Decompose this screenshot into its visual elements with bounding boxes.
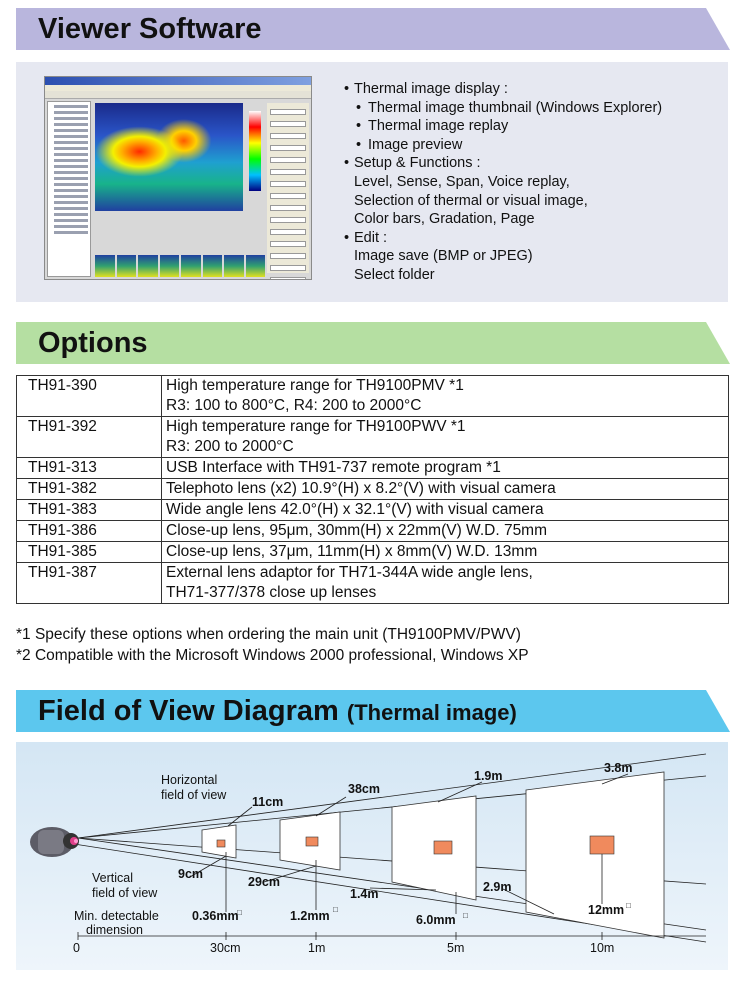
note-2: *2 Compatible with the Microsoft Windows 2000 professional, Windows XP: [16, 647, 529, 664]
horizontal-size-5m: 1.9m: [474, 769, 503, 783]
options-notes: [16, 624, 529, 666]
option-code: TH91-383: [17, 500, 162, 521]
thermal-camera-icon: [30, 827, 79, 857]
feature-heading: • Setup & Functions :: [344, 154, 662, 173]
min-dimension-label: dimension: [86, 923, 143, 937]
vertical-size-5m: 1.4m: [350, 887, 379, 901]
target-marker: [434, 841, 452, 854]
vertical-fov-label: Vertical: [92, 871, 133, 885]
target-marker: [217, 840, 225, 847]
fov-section-title: Field of View Diagram (Thermal image): [38, 695, 517, 727]
options-section-title: Options: [38, 327, 148, 359]
vertical-size-1m: 29cm: [248, 875, 280, 889]
option-code: TH91-392: [17, 417, 162, 458]
option-code: TH91-390: [17, 376, 162, 417]
option-description: Telephoto lens (x2) 10.9°(H) x 8.2°(V) with visual camera: [162, 479, 729, 500]
distance-5m: 5m: [447, 941, 465, 955]
min-dimension-5m: 6.0mm: [416, 913, 456, 927]
distance-30cm: 30cm: [210, 941, 241, 955]
table-row: [17, 458, 729, 479]
min-dimension-10m: 12mm: [588, 903, 625, 917]
fov-diagram-drawing: [16, 742, 728, 970]
vertical-fov-label: field of view: [92, 886, 158, 900]
table-row: [17, 479, 729, 500]
options-section-banner: [16, 322, 730, 364]
feature-item: • Thermal image replay: [344, 117, 662, 136]
viewer-panel: [16, 62, 728, 302]
option-description: Close-up lens, 37μm, 11mm(H) x 8mm(V) W.D. 13mm: [162, 542, 729, 563]
table-row: [17, 563, 729, 604]
feature-item: Color bars, Gradation, Page: [354, 211, 535, 228]
horizontal-size-1m: 38cm: [348, 782, 380, 796]
horizontal-fov-label: field of view: [161, 788, 227, 802]
target-marker: [590, 836, 614, 854]
svg-text:□: □: [463, 911, 468, 920]
table-row: [17, 542, 729, 563]
fov-section-subtitle: (Thermal image): [346, 700, 517, 725]
option-code: TH91-386: [17, 521, 162, 542]
option-description: High temperature range for TH9100PWV *1 R3: 200 to 2000°C: [162, 417, 729, 458]
fov-section-banner: [16, 690, 730, 732]
option-code: TH91-313: [17, 458, 162, 479]
feature-item: Image save (BMP or JPEG): [354, 248, 533, 265]
viewer-software-screenshot: [44, 76, 312, 280]
distance-1m: 1m: [308, 941, 326, 955]
horizontal-size-30cm: 11cm: [252, 795, 284, 809]
table-row: [17, 521, 729, 542]
note-1: *1 Specify these options when ordering the main unit (TH9100PMV/PWV): [16, 626, 521, 643]
feature-item: • Thermal image thumbnail (Windows Explorer): [344, 99, 662, 118]
svg-text:□: □: [626, 901, 631, 910]
distance-0: 0: [73, 941, 80, 955]
option-description: Wide angle lens 42.0°(H) x 32.1°(V) with visual camera: [162, 500, 729, 521]
color-scale-bar: [249, 111, 261, 191]
feature-item: Selection of thermal or visual image,: [354, 192, 588, 209]
target-marker: [306, 837, 318, 846]
feature-item: Level, Sense, Span, Voice replay,: [354, 173, 570, 190]
svg-text:□: □: [237, 908, 242, 917]
min-dimension-label: Min. detectable: [74, 909, 159, 923]
table-row: [17, 417, 729, 458]
option-description: USB Interface with TH91-737 remote program *1: [162, 458, 729, 479]
thermal-image-preview: [95, 103, 243, 211]
feature-heading: • Edit :: [344, 229, 662, 248]
viewer-section-banner: [16, 8, 730, 50]
min-dimension-1m: 1.2mm: [290, 909, 330, 923]
svg-text:□: □: [333, 905, 338, 914]
thumbnail-strip: [95, 255, 265, 277]
horizontal-fov-label: Horizontal: [161, 773, 218, 787]
option-description: Close-up lens, 95μm, 30mm(H) x 22mm(V) W.D. 75mm: [162, 521, 729, 542]
vertical-size-10m: 2.9m: [483, 880, 512, 894]
option-description: External lens adaptor for TH71-344A wide angle lens, TH71-377/378 close up lenses: [162, 563, 729, 604]
min-dimension-30cm: 0.36mm: [192, 909, 239, 923]
viewer-feature-list: [344, 80, 662, 285]
horizontal-size-10m: 3.8m: [604, 761, 633, 775]
feature-item: Select folder: [354, 266, 435, 283]
viewer-section-title: Viewer Software: [38, 13, 262, 45]
distance-10m: 10m: [590, 941, 615, 955]
option-description: High temperature range for TH9100PMV *1 R3: 100 to 800°C, R4: 200 to 2000°C: [162, 376, 729, 417]
table-row: [17, 376, 729, 417]
option-code: TH91-382: [17, 479, 162, 500]
feature-heading: • Thermal image display :: [344, 80, 662, 99]
table-row: [17, 500, 729, 521]
option-code: TH91-387: [17, 563, 162, 604]
options-table: [16, 375, 729, 604]
fov-diagram: [16, 742, 728, 970]
vertical-size-30cm: 9cm: [178, 867, 204, 881]
option-code: TH91-385: [17, 542, 162, 563]
feature-item: • Image preview: [344, 136, 662, 155]
